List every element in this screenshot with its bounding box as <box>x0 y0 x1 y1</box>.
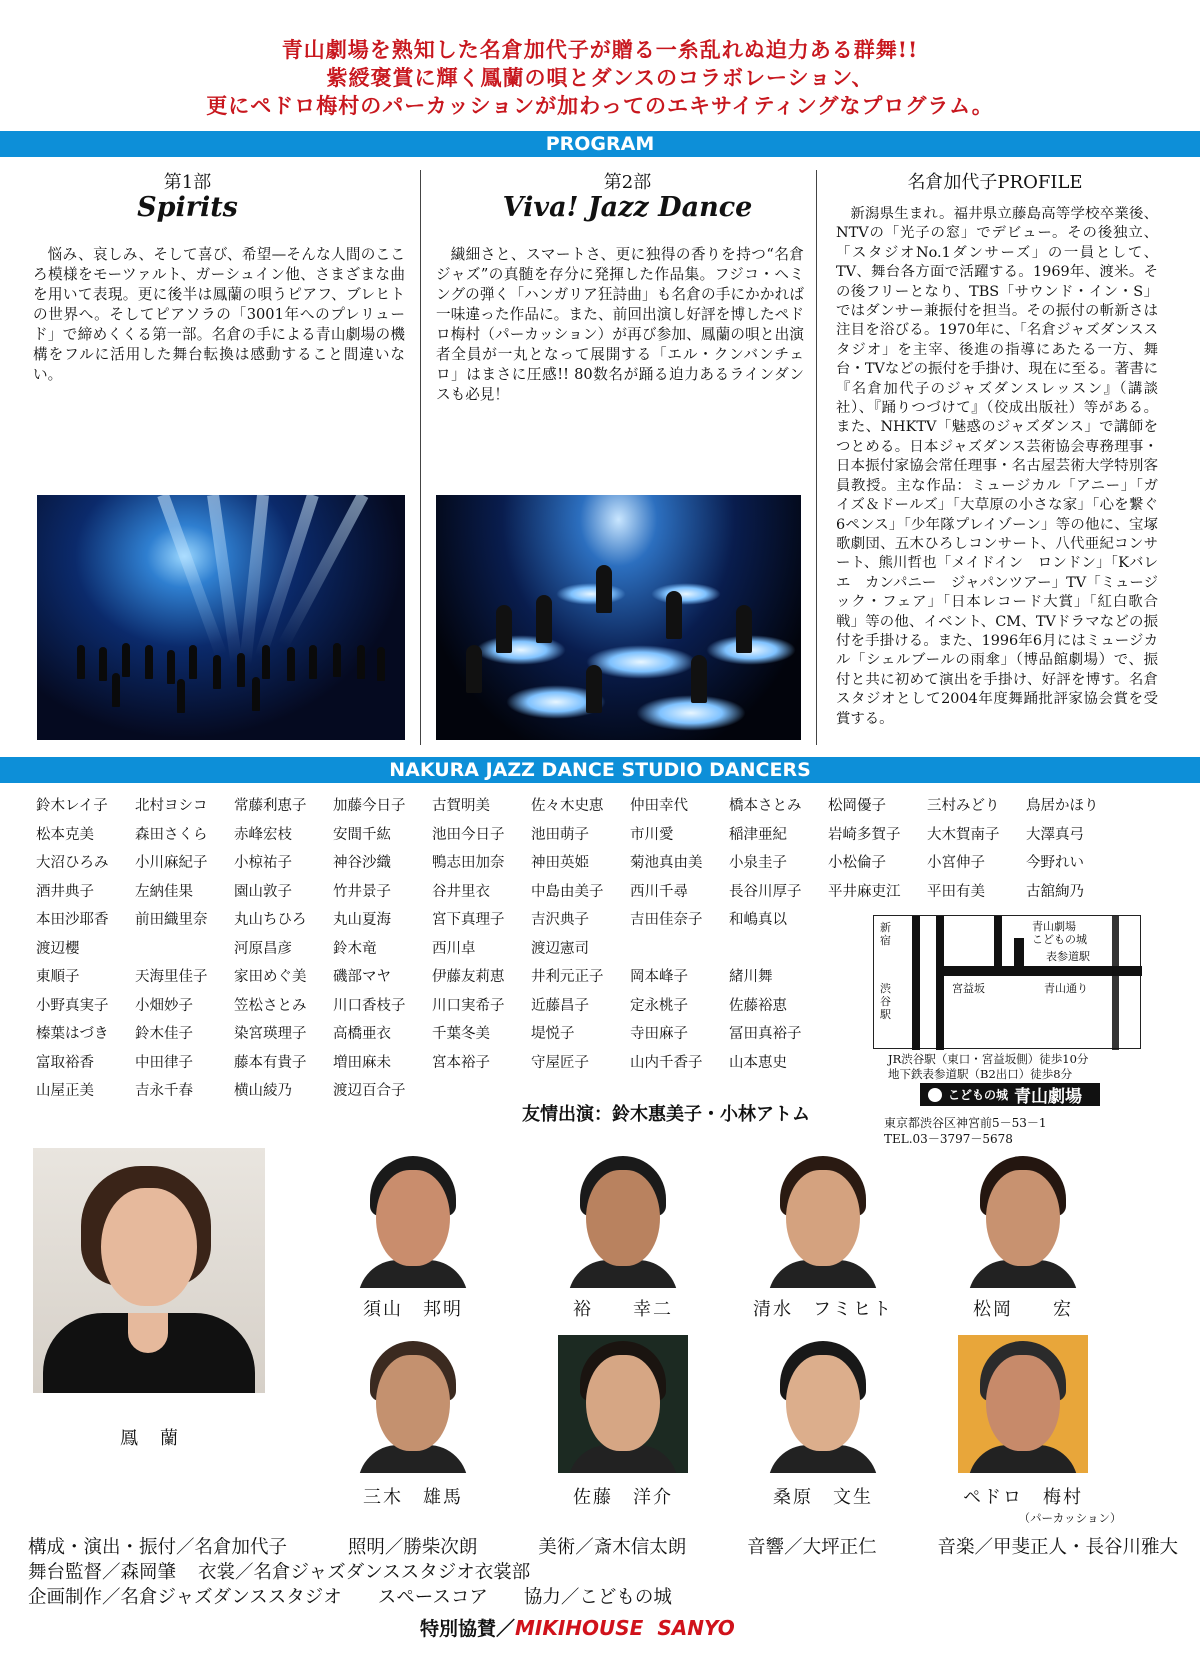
column-divider-1 <box>420 170 421 745</box>
dancer-name: 榛葉はづき <box>36 1026 109 1042</box>
viva-jazz-dance-stage-photo <box>436 495 801 740</box>
dancer-name: 富取裕香 <box>36 1054 94 1071</box>
dancer-name: 小泉圭子 <box>729 855 787 871</box>
map-label-shibuya: 渋谷駅 <box>880 982 891 1021</box>
portrait-7 <box>758 1335 888 1473</box>
portrait-2 <box>558 1150 688 1288</box>
access-note-subway: 地下鉄表参道駅（B2出口）徒歩8分 <box>888 1067 1073 1081</box>
dancer-name: 河原昌彦 <box>234 940 292 957</box>
profile-text: 新潟県生まれ。福井県立藤島高等学校卒業後、NTVの「光子の窓」でデビュー。その後独立、「スタジオNo.1ダンサーズ」の一員として、TV、舞台各方面で活躍する。1969年、渡米。その後フリーとなり、TBS「サウンド・イン・S」ではダンサー兼振付を担当。その振付の斬新さは注目を浴びる。1970年に、「名倉ジャズダンススタジオ」を主宰、後進の指導にあたる一方、舞台・TVなどの振付を手掛け、現在に至る。著書に『名倉加代子のジャズダンスレッスン』（講談社）、『踊りつづけて』（佼成出版社）等がある。また、NHKTV「魅惑のジャズダンス」で講師をつとめる。日本ジャズダンス芸術協会専務理事・日本振付家協会常任理事・名古屋芸術大学特別客員教授。主な作品：ミュージカル「アニー」「ガイズ＆ドールズ」「大草原の小さな家」「心を繋ぐ6ペンス」「少年隊プレイゾーン」等の他に、宝塚歌劇団、五木ひろしコンサート、八代亜紀コンサート、熊川哲也「メイドイン ロンドン」「Kバレエ カンパニー ジャパンツアー」TV「ミュージック・フェア」「日本レコード大賞」「紅白歌合戦」等の他、イベント、CM、TVドラマなどの振付を手掛ける。また、1996年6月にはミュージカル「シェルブールの雨傘」（博品館劇場）で、振付と共に初めて演出を手掛け、好評を博す。名倉スタジオとして2004年度舞踊批評家協会賞を受賞する。 <box>836 206 1158 727</box>
dancer-name: 伊藤友莉恵 <box>432 969 505 985</box>
dancer-name: 橋本さとみ <box>729 798 802 814</box>
dancer-name: 松岡優子 <box>828 798 886 814</box>
dancer-name: 丸山ちひろ <box>234 912 307 928</box>
dancer-name: 加藤今日子 <box>333 798 406 814</box>
dancer-name: 池田今日子 <box>432 826 505 843</box>
cast-name: ペドロ 梅村 <box>963 1487 1083 1508</box>
guest-performers: 友情出演：鈴木惠美子・小林アトム <box>522 1104 810 1125</box>
dancer-name: 宮本裕子 <box>432 1054 490 1071</box>
map-label-shinjuku: 新宿 <box>880 921 891 947</box>
dancer-name: 大沼ひろみ <box>36 855 109 871</box>
portrait-8 <box>958 1335 1088 1473</box>
part2-title: Viva! Jazz Dance <box>502 192 753 223</box>
dancer-name <box>630 935 729 964</box>
profile-label: 名倉加代子PROFILE <box>907 172 1083 193</box>
access-note-jr: JR渋谷駅（東口・宮益坂側）徒歩10分 <box>888 1052 1089 1066</box>
tagline-2: 紫綬褒賞に輝く鳳蘭の唄とダンスのコラボレーション、 <box>326 65 874 90</box>
credit-cooperation: 協力／こどもの城 <box>523 1587 672 1608</box>
theater-address: 東京都渋谷区神宮前5－53－1 <box>884 1116 1047 1130</box>
dancer-name: 仲田幸代 <box>630 798 688 814</box>
dancer-name: 寺田麻子 <box>630 1026 688 1042</box>
program-heading: PROGRAM <box>0 131 1200 157</box>
tagline-1: 青山劇場を熟知した名倉加代子が贈る一糸乱れぬ迫力ある群舞!! <box>281 37 919 62</box>
pedro-note: （パーカッション） <box>1018 1511 1122 1525</box>
credit-music: 音楽／甲斐正人・長谷川雅大 <box>937 1537 1178 1558</box>
part2-description: 繊細さと、スマートさ、更に独得の香りを持つ“名倉ジャズ”の真髄を存分に発揮した作品集。フジコ・ヘミングの弾く「ハンガリア狂詩曲」も名倉の手にかかれば一味違った作品に。また、前回出演し好評を博したペドロ梅村（パーカッション）が再び参加、鳳蘭の唄と出演者全員が一丸となって展開する「エル・クンバンチェロ」はまさに圧感!! 80数名が踊る迫力あるラインダンスも必見！ <box>436 246 804 403</box>
dancer-name: 菊池真由美 <box>630 855 703 871</box>
portrait-6 <box>558 1335 688 1473</box>
dancer-name: 緒川舞 <box>729 969 773 985</box>
credit-lighting: 照明／勝柴次朗 <box>347 1537 478 1558</box>
cast-name: 須山 邦明 <box>363 1299 463 1320</box>
dancer-name: 小宮伸子 <box>927 855 985 871</box>
cast-name: 裕 幸二 <box>573 1299 673 1320</box>
dancer-name: 神田英姫 <box>531 855 589 871</box>
dancer-name: 川口実希子 <box>432 997 505 1014</box>
portrait-1 <box>348 1150 478 1288</box>
dancer-name: 古舘絢乃 <box>1026 883 1084 900</box>
dancer-name: 安間千紘 <box>333 826 391 843</box>
dancer-name: 園山敦子 <box>234 883 292 900</box>
portrait-5 <box>348 1335 478 1473</box>
dancer-name: 本田沙耶香 <box>36 912 109 928</box>
dancer-name: 神谷沙織 <box>333 855 391 871</box>
dancer-name: 北村ヨシコ <box>135 798 208 814</box>
dancer-name: 小松倫子 <box>828 855 886 871</box>
dancer-name: 竹井景子 <box>333 883 391 900</box>
dancer-name: 東順子 <box>36 969 80 985</box>
dancer-name: 谷井里衣 <box>432 883 490 900</box>
dancer-name: 家田めぐ美 <box>234 969 307 985</box>
dancer-name: 市川愛 <box>630 826 674 843</box>
cast-name: 清水 フミヒト <box>753 1299 893 1320</box>
dancer-name: 和嶋真以 <box>729 912 787 928</box>
dancer-name: 岡本峰子 <box>630 969 688 985</box>
cast-name-lead: 鳳 蘭 <box>120 1428 180 1449</box>
portrait-3 <box>758 1150 888 1288</box>
dancer-name: 千葉冬美 <box>432 1026 490 1042</box>
dancer-name: 宮下真理子 <box>432 912 505 928</box>
cast-name: 松岡 宏 <box>973 1299 1073 1320</box>
dancer-name: 磯部マヤ <box>333 969 391 985</box>
credits-line-1 <box>28 1535 1178 1560</box>
sponsor-mikihouse-logo: MIKIHOUSE <box>515 1616 644 1640</box>
cast-name: 桑原 文生 <box>773 1487 873 1508</box>
part1-description: 悩み、哀しみ、そして喜び、希望—そんな人間のこころ模様をモーツァルト、ガーシュイン他、さまざまな曲を用いて表現。更に後半は鳳蘭の唄うピアフ、ブレヒトの世界へ。そしてピアソラの「3001年へのプレリュード」で締めくくる第一部。名倉の手による青山劇場の機構をフルに活用した舞台転換は感動すること間違いない。 <box>33 246 405 383</box>
credit-art: 美術／斎木信太朗 <box>538 1537 687 1558</box>
dancer-name: 近藤昌子 <box>531 997 589 1014</box>
dancer-name <box>432 1077 531 1106</box>
dancer-name: 前田織里奈 <box>135 912 208 928</box>
dancer-name: 染宮瑛理子 <box>234 1026 307 1042</box>
map-label-miyamasuzaka: 宮益坂 <box>952 982 985 995</box>
dancer-name: 鈴木佳子 <box>135 1026 193 1042</box>
dancer-name: 堤悦子 <box>531 1026 575 1042</box>
dancer-name: 高橋亜衣 <box>333 1026 391 1042</box>
dancer-name: 山屋正美 <box>36 1083 94 1099</box>
credit-direction: 構成・演出・振付／名倉加代子 <box>28 1537 288 1558</box>
dancer-name: 常藤利恵子 <box>234 798 307 814</box>
dancer-name: 天海里佳子 <box>135 969 208 985</box>
access-map <box>873 915 1141 1049</box>
dancer-name: 丸山夏海 <box>333 912 391 928</box>
dancer-name: 小畑妙子 <box>135 997 193 1014</box>
dancer-name: 中田律子 <box>135 1054 193 1071</box>
cast-name: 佐藤 洋介 <box>573 1487 673 1508</box>
dancer-name: 吉永千春 <box>135 1083 193 1099</box>
credit-production: 企画制作／名倉ジャズダンススタジオ <box>28 1587 342 1608</box>
dancer-name: 西川卓 <box>432 940 476 957</box>
logo-small-text: こどもの城 <box>948 1088 1009 1102</box>
column-divider-2 <box>816 170 817 745</box>
dancer-name: 定永桃子 <box>630 997 688 1014</box>
dancer-name: 藤本有貴子 <box>234 1054 307 1071</box>
logo-big-text: 青山劇場 <box>1014 1087 1083 1107</box>
dancer-name: 大木賀南子 <box>927 826 1000 843</box>
dancer-name: 稲津亜紀 <box>729 826 787 843</box>
dancer-name: 山内千香子 <box>630 1054 703 1071</box>
portrait-otori-ran <box>33 1148 265 1393</box>
dancer-name: 大澤真弓 <box>1026 826 1084 843</box>
dancer-name: 中島由美子 <box>531 883 604 900</box>
credit-spacecore: スペースコア <box>377 1587 488 1608</box>
dancer-name: 冨田真裕子 <box>729 1026 802 1042</box>
dancer-name: 鈴木竜 <box>333 940 377 957</box>
dancer-name: 守屋匠子 <box>531 1054 589 1071</box>
dancer-name: 渡辺憲司 <box>531 940 589 957</box>
logo-mark-icon <box>928 1088 942 1102</box>
part2-label: 第2部 <box>603 172 652 193</box>
dancer-name: 左納佳果 <box>135 883 193 900</box>
part1-title: Spirits <box>137 192 238 223</box>
dancer-name: 川口香枝子 <box>333 997 406 1014</box>
dancer-name: 長谷川厚子 <box>729 883 802 900</box>
dancer-name: 山本恵史 <box>729 1054 787 1071</box>
map-label-omotesando: 表参道駅 <box>1046 950 1090 963</box>
dancer-name: 吉沢典子 <box>531 912 589 928</box>
dancer-name: 鈴木レイ子 <box>36 798 108 814</box>
theater-logo <box>920 1083 1100 1106</box>
dancer-name: 井利元正子 <box>531 969 604 985</box>
theater-tel: TEL.03－3797－5678 <box>884 1132 1013 1146</box>
dancer-name: 三村みどり <box>927 798 1000 814</box>
dancer-name: 小椋祐子 <box>234 855 292 871</box>
dancer-name: 池田萌子 <box>531 826 589 843</box>
dancer-name: 佐藤裕恵 <box>729 997 787 1014</box>
map-label-aoyamadori: 青山通り <box>1044 982 1088 995</box>
dancer-name: 古賀明美 <box>432 798 490 814</box>
credit-sound: 音響／大坪正仁 <box>747 1537 877 1558</box>
map-label-theater: 青山劇場 こどもの城 <box>1032 920 1087 946</box>
sponsor-label: 特別協賛／ <box>420 1618 516 1640</box>
cast-name: 三木 雄馬 <box>363 1487 463 1508</box>
credits-line-2 <box>28 1560 530 1585</box>
dancer-name: 吉田佳奈子 <box>630 912 703 928</box>
dancer-name: 今野れい <box>1026 855 1084 871</box>
dancer-name: 鴨志田加奈 <box>432 855 505 871</box>
dancer-name: 佐々木史恵 <box>531 798 604 814</box>
credits-line-3 <box>28 1585 672 1610</box>
dancer-name: 渡辺櫻 <box>36 940 80 957</box>
sponsor-sanyo-logo: SANYO <box>657 1616 735 1640</box>
dancer-name <box>135 935 234 964</box>
dancer-name: 平井麻吏江 <box>828 883 901 900</box>
credit-stage-manager: 舞台監督／森岡肇 <box>28 1562 177 1583</box>
dancer-name: 鳥居かほり <box>1026 798 1099 814</box>
dancer-name: 渡辺百合子 <box>333 1083 406 1099</box>
dancer-name: 森田さくら <box>135 826 208 843</box>
spirits-stage-photo <box>37 495 405 740</box>
dancer-name: 西川千尋 <box>630 883 688 900</box>
dancer-name: 小野真実子 <box>36 997 109 1014</box>
dancer-name: 岩崎多賀子 <box>828 826 901 843</box>
dancer-name: 横山綾乃 <box>234 1083 292 1099</box>
dancer-name: 笠松さとみ <box>234 997 307 1014</box>
special-sponsor <box>420 1614 735 1641</box>
dancer-name: 平田有美 <box>927 883 985 900</box>
dancer-name: 増田麻未 <box>333 1054 391 1071</box>
tagline-3: 更にペドロ梅村のパーカッションが加わってのエキサイティングなプログラム。 <box>206 93 994 118</box>
dancer-name: 酒井典子 <box>36 883 94 900</box>
dancer-name <box>729 935 828 964</box>
portrait-4 <box>958 1150 1088 1288</box>
dancer-name: 松本克美 <box>36 826 94 843</box>
dancer-name: 小川麻紀子 <box>135 855 208 871</box>
dancer-name: 赤峰宏枝 <box>234 826 292 843</box>
dancers-heading: NAKURA JAZZ DANCE STUDIO DANCERS <box>0 757 1200 783</box>
credit-costume: 衣裳／名倉ジャズダンススタジオ衣裳部 <box>198 1562 531 1583</box>
part1-label: 第1部 <box>163 172 212 193</box>
